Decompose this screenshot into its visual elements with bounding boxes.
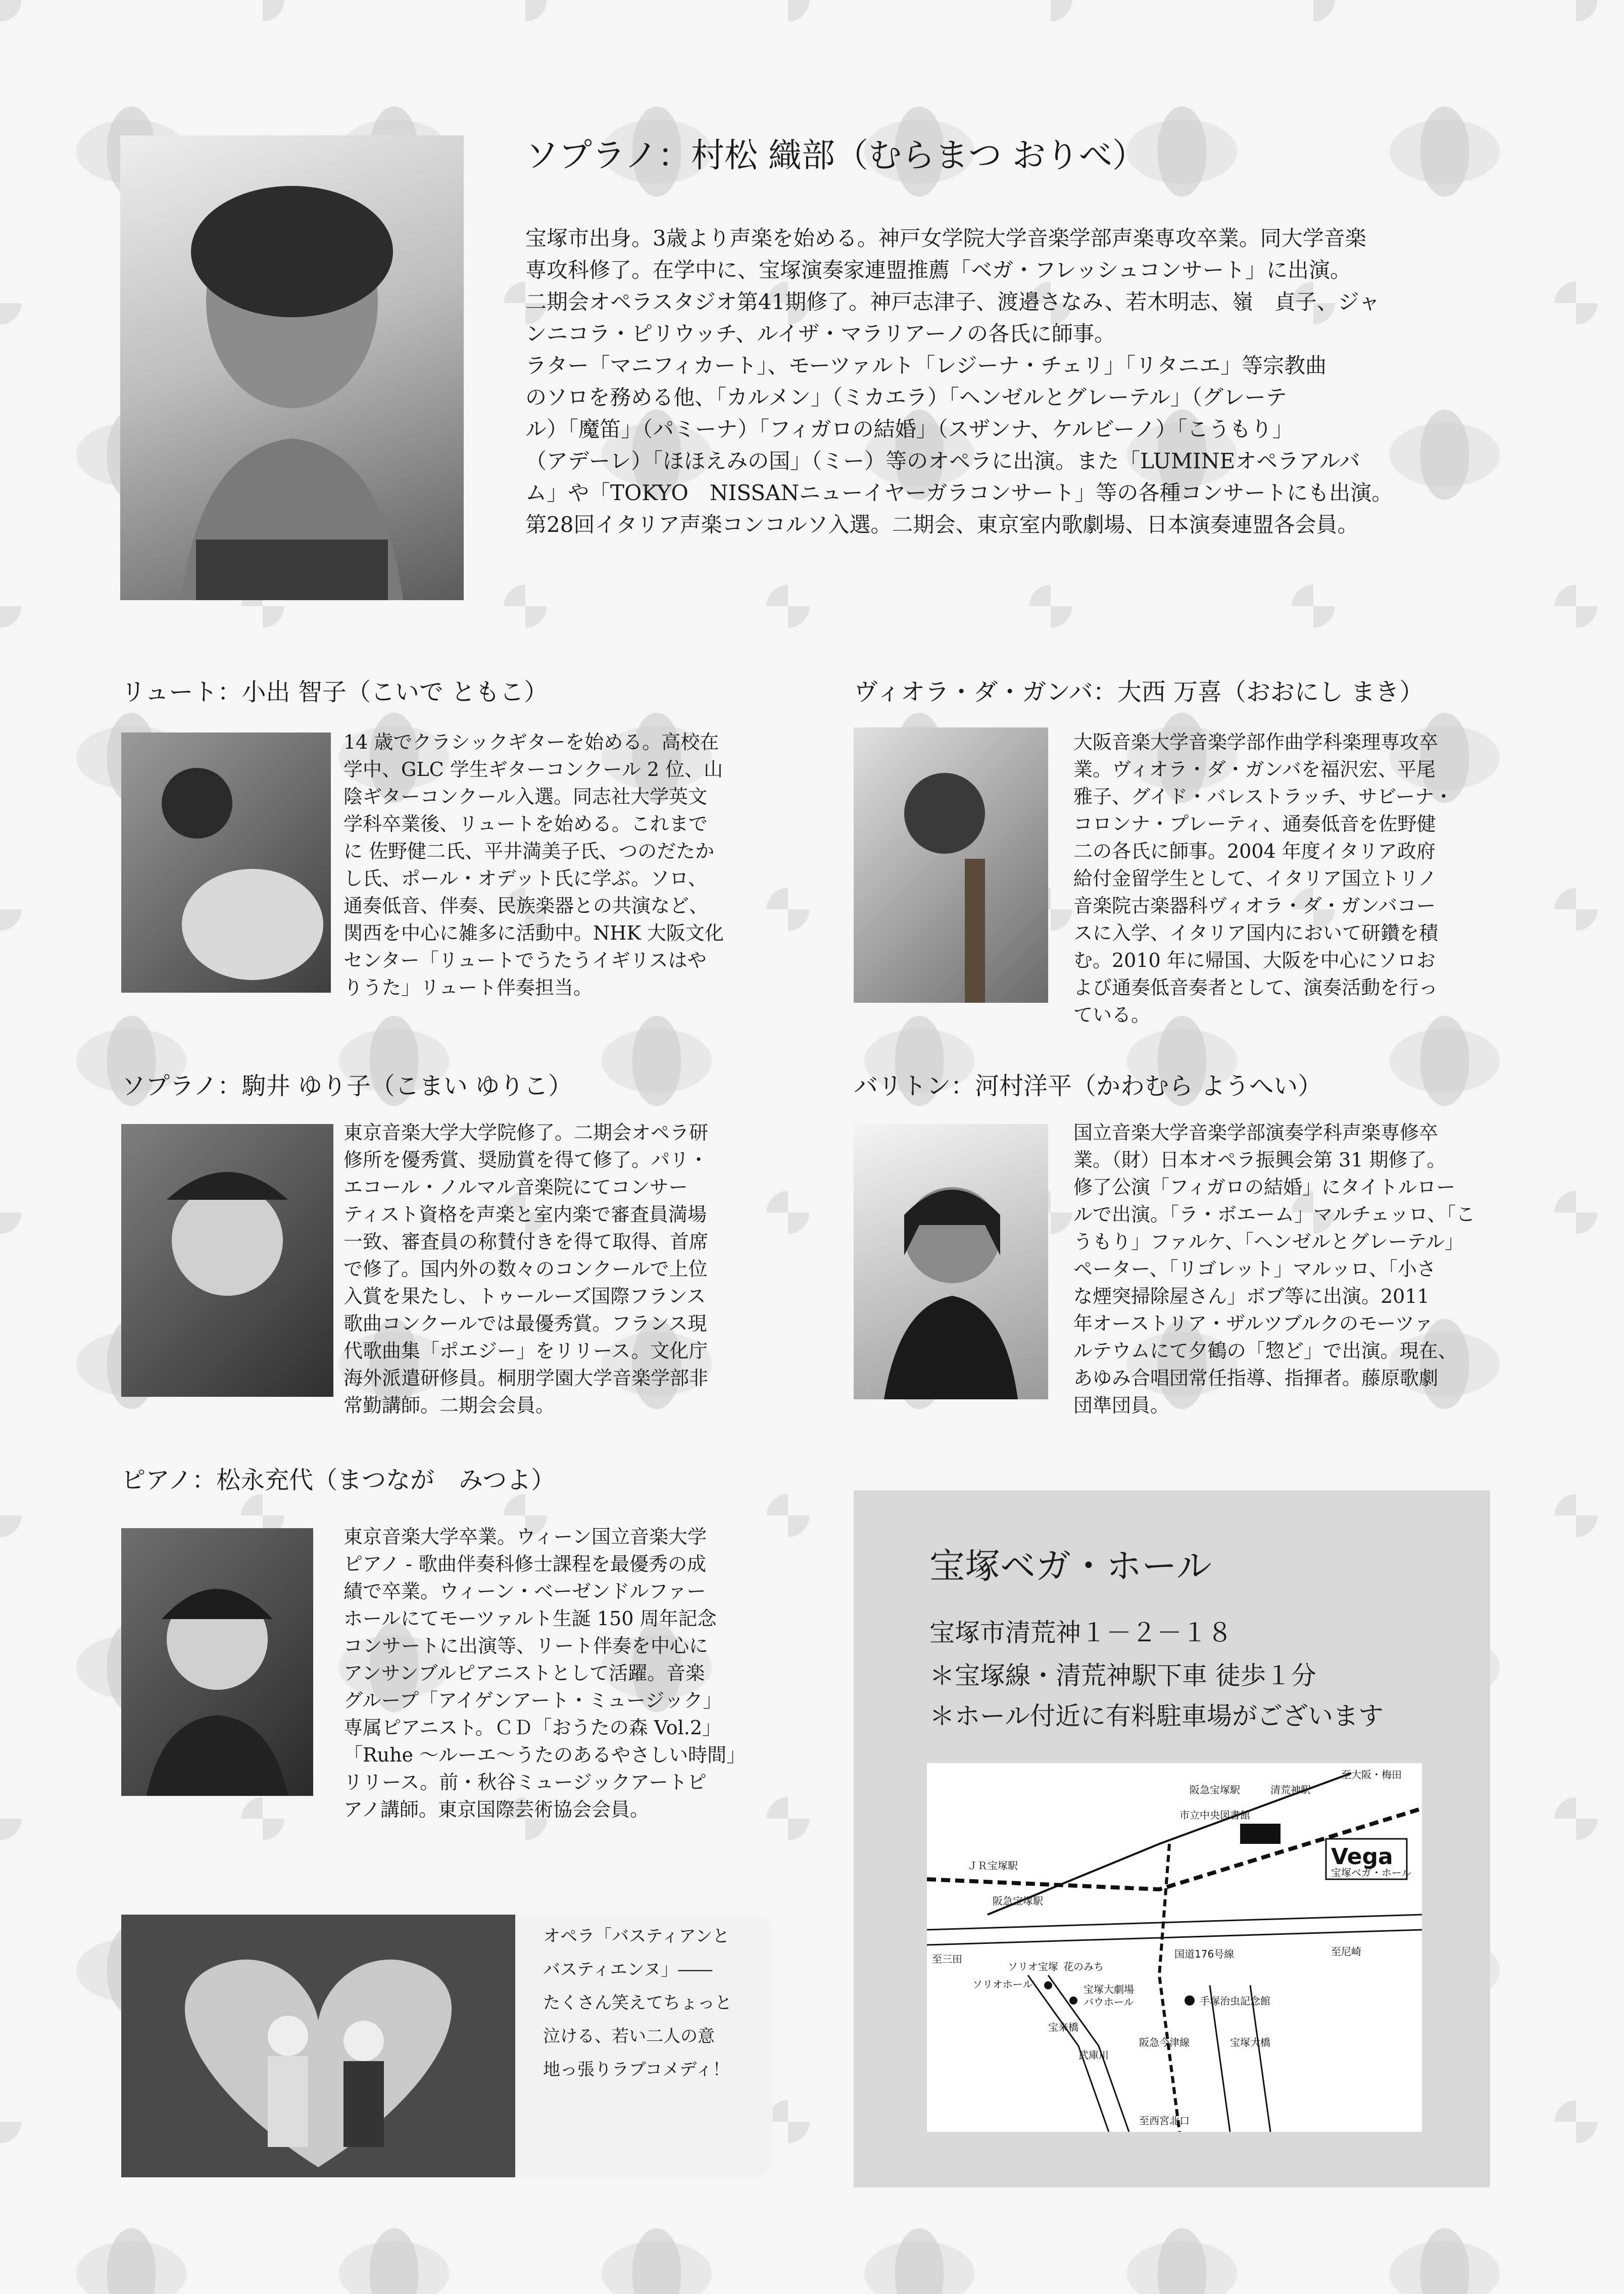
lute-performer-name: リュート：小出 智子（こいで ともこ）: [121, 678, 549, 706]
piano-performer-bio: 東京音楽大学卒業。ウィーン国立音楽大学 ピアノ - 歌曲伴奏科修士課程を最優秀の成 績で卒業。ウィーン・ベーゼンドルファー ホールにてモーツァルト生誕 150 周年記念 コンサートに出演等、リート伴奏を中心に アンサンブルピアニストとして活躍。音楽 グループ「アイゲンアート・ミュージック」 専属ピアニスト。ＣＤ「おうたの森 Vol.2」 「Ruhe ～ルーエ～うたのあるやさしい時間」 リリース。前・秋谷ミュージックアートピ アノ講師。東京国際芸術協会会員。: [343, 1526, 746, 1821]
map-label-to-amagasaki: 至尼崎: [1331, 1945, 1361, 1958]
map-label-hanano: 花のみち: [1063, 1961, 1104, 1973]
map-label-hankyu-takarazuka: 阪急宝塚駅: [1190, 1784, 1240, 1796]
map-label-kiyoshikojin: 清荒神駅: [1270, 1784, 1311, 1796]
map-label-tezuka: 手塚治虫記念館: [1200, 1995, 1270, 2007]
piano-performer-photo: [121, 1528, 313, 1796]
map-label-jr-takarazuka: ＪＲ宝塚駅: [967, 1860, 1018, 1872]
main-performer-bio: 宝塚市出身。3歳より声楽を始める。神戸女学院大学音楽学部声楽専攻卒業。同大学音楽 専攻科修了。在学中に、宝塚演奏家連盟推薦「ベガ・フレッシュコンサート」に出演。 二期会オペラスタジオ第41期修了。神戸志津子、渡邉さなみ、若木明志、嶺 貞子、ジャ ンニコラ・ピリウッチ、ルイザ・マラリアーノの各氏に師事。 ラター「マニフィカート」、モーツァルト「レジーナ・チェリ」「リタニエ」等宗教曲 のソロを務める他、「カルメン」（ミカエラ）「ヘンゼルとグレーテル」（グレーテ ル）「魔笛」（パミーナ）「フィガロの結婚」（スザンナ、ケルビーノ）「こうもり」 （アデーレ）「ほほえみの国」（ミー）等のオペラに出演。また「LUMINEオペラアルバ ム」や「TOKYO NISSANニューイヤーガラコンサート」等の各種コンサートにも出演。 第28回イタリア声楽コンコルソ入選。二期会、東京室内歌劇場、日本演奏連盟各会員。: [525, 226, 1393, 537]
venue-address: 宝塚市清荒神１－２－１８: [929, 1618, 1233, 1647]
map-vega-logo: Vega: [1331, 1844, 1393, 1870]
viola-performer-name: ヴィオラ・ダ・ガンバ：大西 万喜（おおにし まき）: [854, 678, 1424, 706]
opera-scene-photo: [121, 1915, 515, 2177]
map-label-bow-hall: バウホール: [1084, 1996, 1134, 2008]
map-label-to-nishinomiya: 至西宮北口: [1139, 2115, 1190, 2127]
map-label-grand-theater: 宝塚大劇場: [1084, 1983, 1134, 1995]
map-label-to-osaka: 至大阪・梅田: [1341, 1769, 1402, 1781]
map-label-ohashi: 宝塚大橋: [1230, 2036, 1270, 2048]
venue-title: 宝塚ベガ・ホール: [929, 1545, 1212, 1587]
opera-caption: オペラ「バスティアンと バスティエンヌ」―― たくさん笑えてちょっと 泣ける、若い二人の意 地っ張りラブコメディ！: [543, 1926, 732, 2080]
venue-access-map: [927, 1763, 1422, 2132]
lute-performer-photo: [121, 733, 331, 993]
venue-parking: ＊ホール付近に有料駐車場がございます: [929, 1701, 1384, 1731]
map-label-library: 市立中央図書館: [1179, 1809, 1250, 1821]
main-performer-name: ソプラノ：村松 織部（むらまつ おりべ）: [525, 136, 1146, 175]
baritone-performer-name: バリトン：河村洋平（かわむら ようへい）: [854, 1072, 1322, 1100]
soprano2-performer-photo: [121, 1124, 333, 1397]
baritone-performer-bio: 国立音楽大学音楽学部演奏学科声楽専修卒 業。（財）日本オペラ振興会第 31 期修了。 修了公演「フィガロの結婚」にタイトルロー ルで出演。「ラ・ボエーム」マルチェッロ、「こ うもり」ファルケ、「ヘンゼルとグレーテル」 ペーター、「リゴレット」マルッロ、「小さ な煙突掃除屋さん」ボブ等に出演。2011 年オーストリア・ザルツブルクのモーツァ ルテウムにて夕鶴の「惣ど」で出演。現在、 あゆみ合唱団常任指導、指揮者。藤原歌劇 団準団員。: [1073, 1121, 1475, 1417]
map-label-sorio: ソリオ宝塚: [1008, 1961, 1058, 1973]
map-label-vega-sub: 宝塚ベガ・ホール: [1331, 1867, 1412, 1879]
soprano2-performer-bio: 東京音楽大学大学院修了。二期会オペラ研 修所を優秀賞、奨励賞を得て修了。パリ・ エコール・ノルマル音楽院にてコンサー ティスト資格を声楽と室内楽で審査員満場 一致、審査員の称賛付きを得て取得、首席 で修了。国内外の数々のコンクールで上位 入賞を果たし、トゥールーズ国際フランス 歌曲コンクールでは最優秀賞。フランス現 代歌曲集「ポエジー」をリリース。文化庁 海外派遣研修員。桐朋学園大学音楽学部非 常勤講師。二期会会員。: [343, 1121, 709, 1417]
viola-performer-bio: 大阪音楽大学音楽学部作曲学科楽理専攻卒 業。ヴィオラ・ダ・ガンバを福沢宏、平尾 雅子、グイド・バレストラッチ、サビーナ・ コロンナ・プレーティ、通奏低音を佐野健 二の各氏に師事。2004 年度イタリア政府 給付金留学生として、イタリア国立トリノ 音楽院古楽器科ヴィオラ・ダ・ガンバコー スに入学、イタリア国内において研鑽を積 む。2010 年に帰国、大阪を中心にソロお よび通奏低音奏者として、演奏活動を行っ ている。: [1073, 731, 1454, 1026]
map-label-hankyu-imazu: 阪急宝塚駅: [993, 1895, 1043, 1907]
viola-performer-photo: [854, 727, 1048, 1003]
map-label-to-sanda: 至三田: [932, 1953, 962, 1965]
venue-access: ＊宝塚線・清荒神駅下車 徒歩１分: [929, 1661, 1316, 1690]
main-portrait-photo: [120, 135, 464, 600]
map-label-imazu-line: 阪急今津線: [1139, 2036, 1190, 2048]
baritone-performer-photo: [854, 1124, 1048, 1399]
map-label-takarazuka-bridge: 宝来橋: [1048, 2021, 1078, 2033]
map-label-mukogawa: 武庫川: [1078, 2049, 1109, 2061]
lute-performer-bio: 14 歳でクラシックギターを始める。高校在 学中、GLC 学生ギターコンクール 2 位、山 陰ギターコンクール入選。同志社大学英文 学科卒業後、リュートを始める。これまで に 佐野健二氏、平井満美子氏、つのだたか し氏、ポール・オデット氏に学ぶ。ソロ、 通奏低音、伴奏、民族楽器との共演など、 関西を中心に雑多に活動中。NHK 大阪文化 センター「リュートでうたうイギリスはや りうた」リュート伴奏担当。: [343, 731, 724, 999]
soprano2-performer-name: ソプラノ：駒井 ゆり子（こまい ゆりこ）: [121, 1072, 573, 1100]
map-label-route176: 国道176号線: [1174, 1948, 1235, 1960]
piano-performer-name: ピアノ：松永充代（まつなが みつよ）: [121, 1466, 556, 1494]
portrait-silhouette: [120, 135, 464, 600]
map-station-block: [1240, 1824, 1281, 1844]
map-label-sorio-hall: ソリオホール: [972, 1978, 1033, 1990]
